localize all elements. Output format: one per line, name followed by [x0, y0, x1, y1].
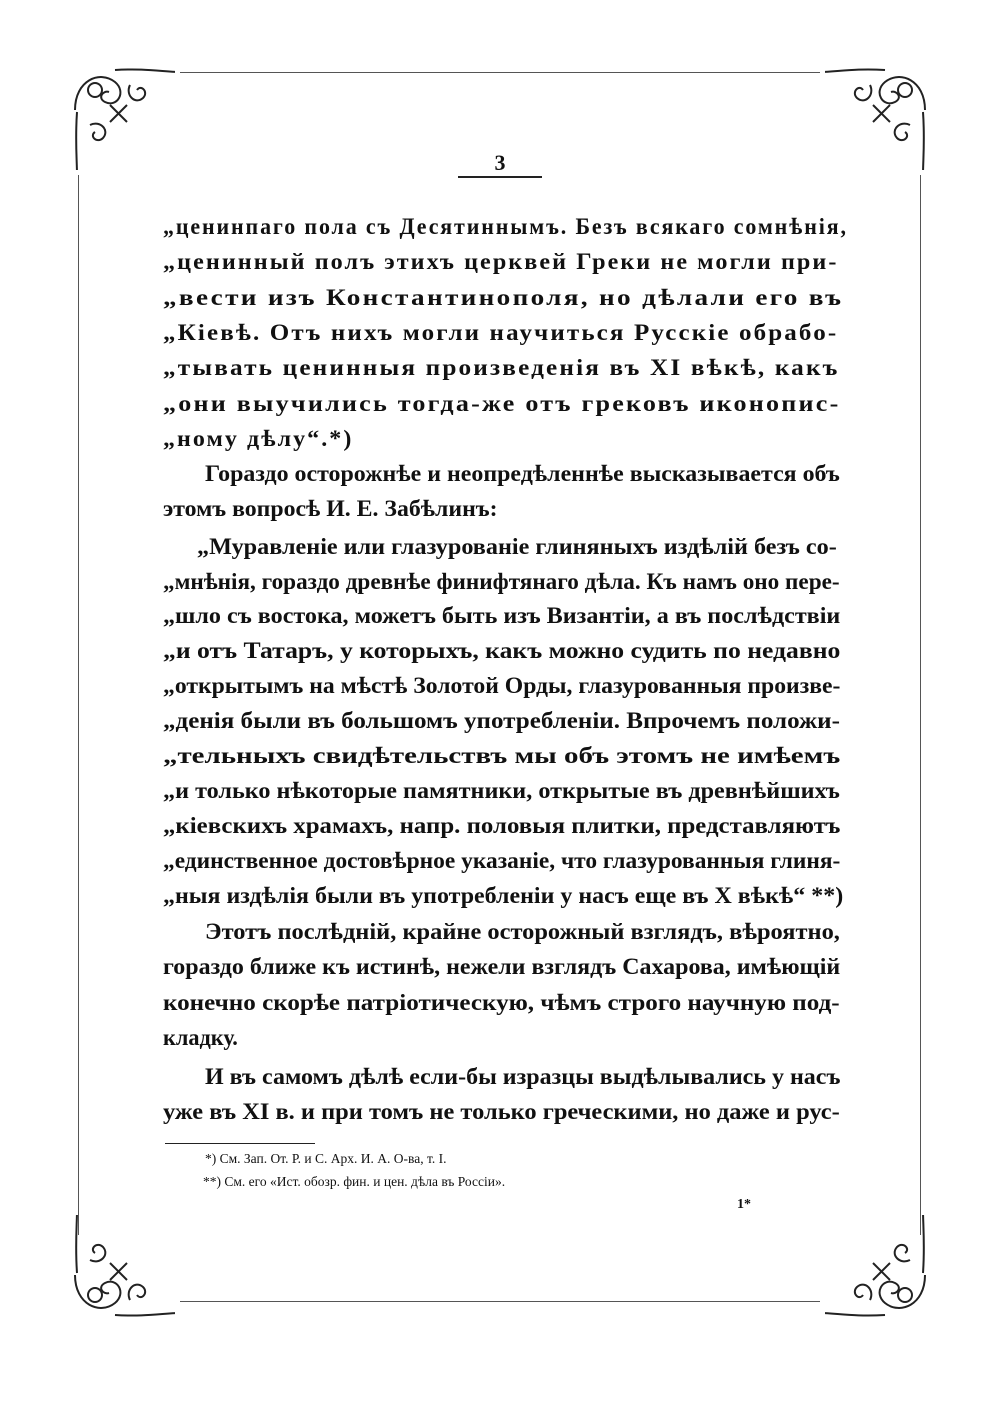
- text-line: „ному дѣлу“.*): [163, 426, 354, 452]
- text-line: „мнѣнія, гораздо древнѣе финифтянаго дѣла. Къ намъ оно пере-: [163, 569, 840, 595]
- ornament-top-left-icon: [55, 50, 175, 170]
- text-line: „кіевскихъ храмахъ, напр. половыя плитки, представляютъ: [163, 813, 841, 839]
- text-line: гораздо ближе къ истинѣ, нежели взглядъ Сахарова, имѣющій: [163, 954, 841, 980]
- signature-mark: 1*: [737, 1197, 751, 1212]
- text-line: кладку.: [163, 1025, 238, 1051]
- text-line: „Муравленіе или глазурованіе глиняныхъ издѣлій безъ со-: [197, 534, 837, 560]
- text-line: Гораздо осторожнѣе и неопредѣленнѣе высказывается объ: [205, 461, 840, 487]
- text-line: И въ самомъ дѣлѣ если-бы изразцы выдѣлывались у насъ: [205, 1064, 841, 1090]
- page-number-rule: [458, 176, 542, 178]
- text-line: „шло съ востока, можетъ быть изъ Византіи, а въ послѣдствіи: [163, 603, 841, 629]
- frame-right-line: [920, 175, 921, 1235]
- text-line: „они выучились тогда-же отъ грековъ иконопис-: [163, 391, 841, 417]
- text-line: „тывать ценинныя произведенія въ XI вѣкѣ, какъ: [163, 355, 840, 381]
- frame-left-line: [78, 175, 79, 1235]
- text-line: „ценинный полъ этихъ церквей Греки не могли при-: [163, 249, 839, 275]
- text-line: „единственное достовѣрное указаніе, что глазурованныя глиня-: [163, 848, 841, 874]
- text-line: „Кіевѣ. Отъ нихъ могли научиться Русскіе обрабо-: [163, 320, 839, 346]
- text-line: Этотъ послѣдній, крайне осторожный взглядъ, вѣроятно,: [205, 919, 840, 945]
- text-line: „ценинпаго пола съ Десятиннымъ. Безъ всякаго сомнѣнія,: [163, 214, 848, 240]
- ornament-top-right-icon: [825, 50, 945, 170]
- footnote-2: **) См. его «Ист. обозр. фин. и цен. дѣла въ Россіи».: [203, 1174, 506, 1189]
- frame-bottom-line: [180, 1301, 820, 1302]
- text-line: „тельныхъ свидѣтельствъ мы объ этомъ не имѣемъ: [163, 743, 841, 769]
- text-line: этомъ вопросѣ И. Е. Забѣлинъ:: [163, 496, 498, 522]
- text-line: конечно скорѣе патріотическую, чѣмъ строго научную под-: [163, 990, 840, 1016]
- ornament-bottom-right-icon: [825, 1215, 945, 1335]
- frame-top-line: [180, 72, 820, 73]
- text-line: „и только нѣкоторые памятники, открытые въ древнѣйшихъ: [163, 778, 840, 804]
- text-line: уже въ XI в. и при томъ не только греческими, но даже и рус-: [163, 1099, 840, 1125]
- ornament-bottom-left-icon: [55, 1215, 175, 1335]
- text-line: „денія были въ большомъ употребленіи. Впрочемъ положи-: [163, 708, 840, 734]
- page-number: 3: [494, 150, 506, 175]
- text-line: „открытымъ на мѣстѣ Золотой Орды, глазурованныя произве-: [163, 673, 841, 699]
- text-line: „ныя издѣлія были въ употребленіи у насъ еще въ X вѣкѣ“ **): [163, 883, 844, 909]
- text-line: „вести изъ Константинополя, но дѣлали его въ: [163, 285, 844, 311]
- footnote-1: *) См. Зап. От. Р. и С. Арх. И. А. О-ва, т. I.: [205, 1151, 447, 1166]
- footnote-rule: [165, 1143, 315, 1144]
- text-line: „и отъ Татаръ, у которыхъ, какъ можно судить по недавно: [163, 638, 841, 664]
